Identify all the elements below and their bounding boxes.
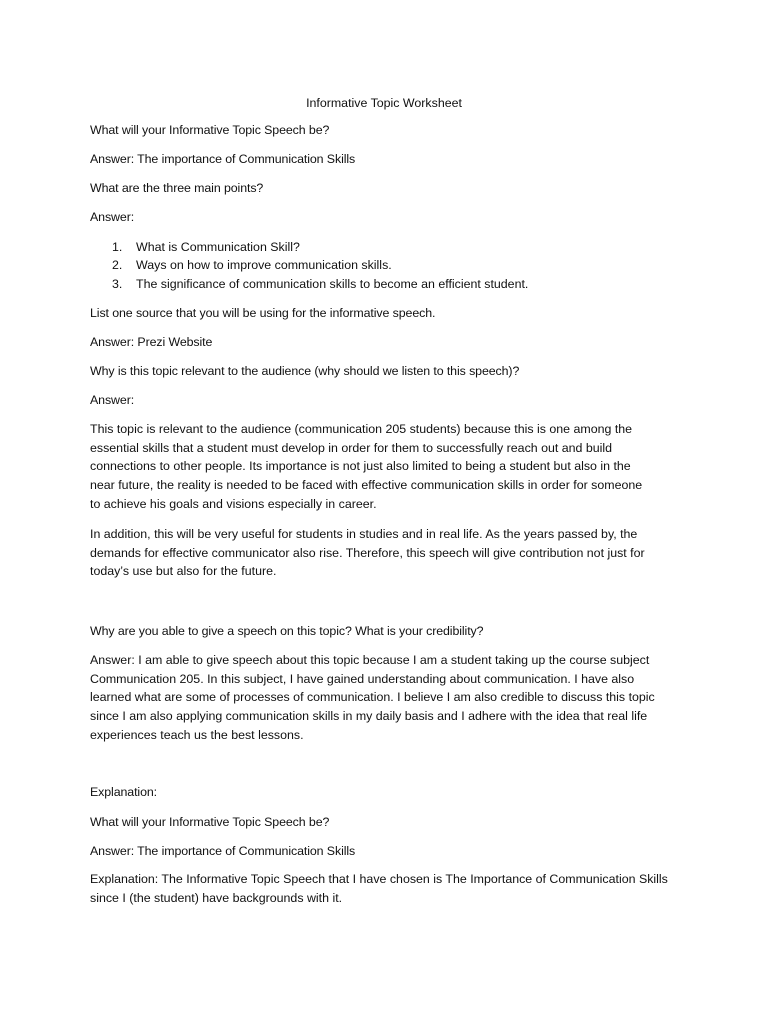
question-relevance: Why is this topic relevant to the audience (why should we listen to this speech)? (90, 364, 520, 378)
paragraph-line: experiences teach us the best lessons. (90, 727, 304, 742)
list-item (112, 256, 528, 274)
relevance-paragraph-1 (90, 420, 690, 514)
paragraph-line: Communication 205. In this subject, I have gained understanding about communication. I have also (90, 671, 635, 686)
question-main-points: What are the three main points? (90, 181, 264, 195)
paragraph-line: In addition, this will be very useful for students in studies and in real life. As the years passed by, the (90, 527, 638, 541)
list-item-text: The significance of communication skills to become an efficient student. (136, 276, 529, 291)
answer-speech-topic: Answer: The importance of Communication Skills (90, 152, 356, 166)
paragraph-line: learned what are some of processes of communication. I believe I am also credible to discuss this topic (90, 690, 655, 705)
list-item-text: Ways on how to improve communication skills. (136, 258, 392, 273)
question-source: List one source that you will be using for the informative speech. (90, 306, 436, 320)
relevance-paragraph-2 (90, 525, 690, 581)
paragraph-line: since I (the student) have backgrounds with it. (90, 890, 343, 905)
explanation-paragraph (90, 870, 690, 907)
paragraph-line: to achieve his goals and visions especially in career. (90, 496, 377, 511)
list-item (112, 238, 528, 256)
answer-speech-topic-repeat: Answer: The importance of Communication Skills (90, 844, 356, 858)
list-item-number: 2. (112, 258, 123, 273)
question-credibility: Why are you able to give a speech on this topic? What is your credibility? (90, 624, 484, 638)
question-speech-topic-repeat: What will your Informative Topic Speech be? (90, 815, 330, 829)
paragraph-line: demands for effective communicator also rise. Therefore, this speech will give contribution not just for (90, 545, 645, 560)
answer-source: Answer: Prezi Website (90, 335, 213, 349)
list-item (112, 275, 528, 293)
answer-relevance-label: Answer: (90, 393, 135, 407)
paragraph-line: This topic is relevant to the audience (communication 205 students) because this is one among the (90, 422, 633, 436)
list-item-number: 3. (112, 276, 123, 291)
paragraph-line: essential skills that a student must develop in order for them to successfully reach out and build (90, 440, 613, 455)
paragraph-line: connections to other people. Its importance is not just also limited to being a student but also in the (90, 459, 631, 474)
question-speech-topic: What will your Informative Topic Speech be? (90, 123, 330, 137)
answer-main-points-label: Answer: (90, 210, 135, 224)
paragraph-line: today’s use but also for the future. (90, 564, 277, 579)
list-item-text: What is Communication Skill? (136, 240, 300, 254)
credibility-paragraph (90, 651, 690, 745)
paragraph-line: since I am also applying communication skills in my daily basis and I adhere with the idea that real life (90, 709, 648, 724)
paragraph-line: Explanation: The Informative Topic Speech that I have chosen is The Importance of Communication Skills (90, 872, 668, 886)
page-title: Informative Topic Worksheet (306, 96, 462, 110)
paragraph-line: Answer: I am able to give speech about this topic because I am a student taking up the course subject (90, 653, 650, 667)
list-item-number: 1. (112, 240, 123, 254)
main-points-list (112, 238, 528, 293)
paragraph-line: near future, the reality is needed to be faced with effective communication skills in order for someone (90, 478, 643, 493)
explanation-heading: Explanation: (90, 785, 157, 799)
